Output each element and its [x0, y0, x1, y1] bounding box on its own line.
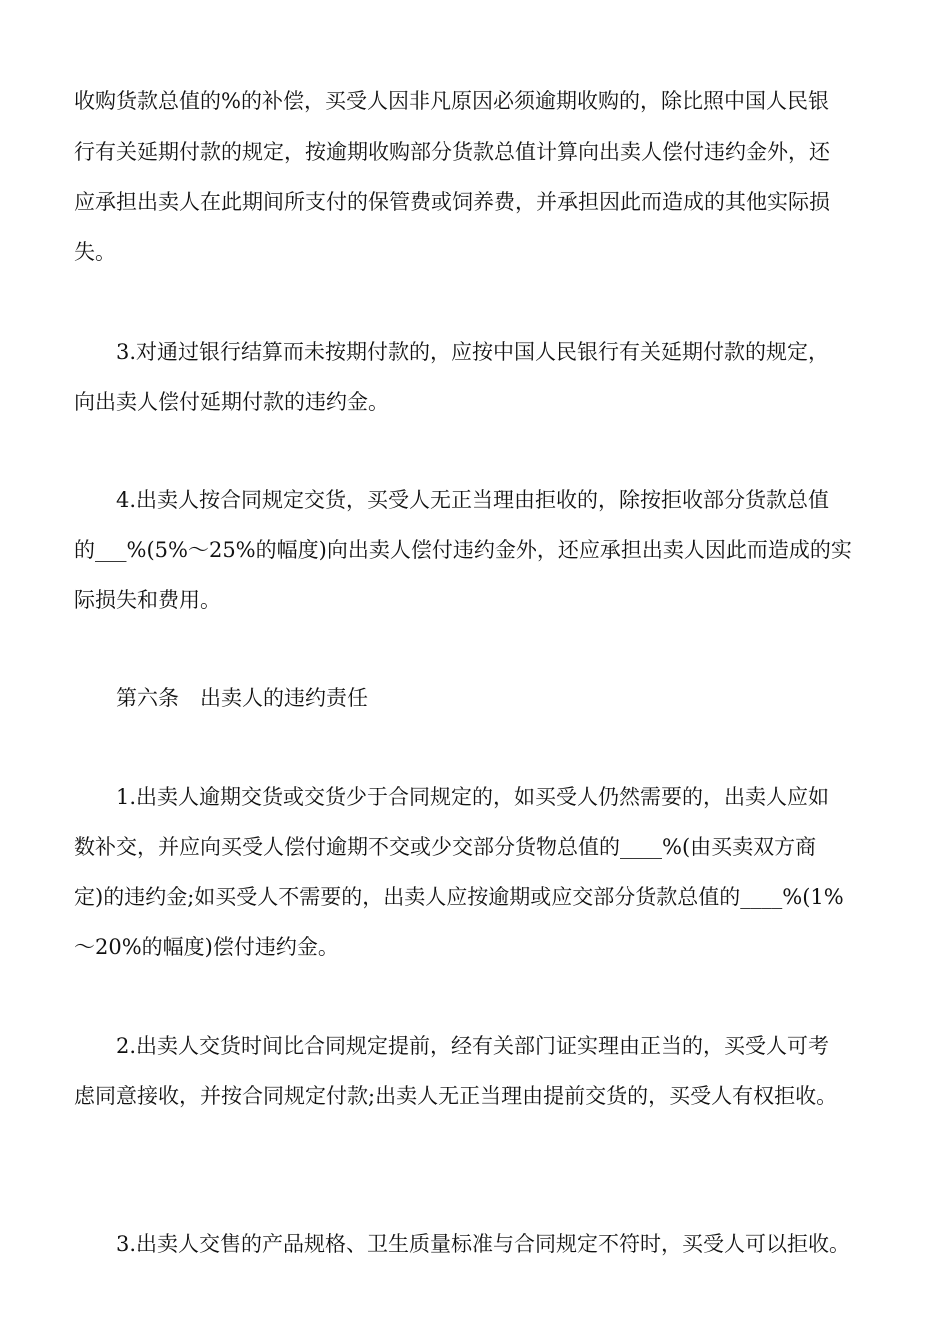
paragraph-line: 应承担出卖人在此期间所支付的保管费或饲养费，并承担因此而造成的其他实际损 — [74, 190, 830, 214]
section-heading: 第六条 出卖人的违约责任 — [116, 686, 368, 710]
paragraph-line: 虑同意接收，并按合同规定付款;出卖人无正当理由提前交货的，买受人有权拒收。 — [74, 1084, 838, 1108]
paragraph-line: 的___%(5%～25%的幅度)向出卖人偿付违约金外，还应承担出卖人因此而造成的实 — [74, 538, 852, 562]
paragraph-line: 3.出卖人交售的产品规格、卫生质量标准与合同规定不符时，买受人可以拒收。 — [116, 1232, 851, 1256]
paragraph-line: 失。 — [74, 240, 116, 264]
paragraph-line: 数补交，并应向买受人偿付逾期不交或少交部分货物总值的____%(由买卖双方商 — [74, 835, 817, 859]
paragraph-line: 4.出卖人按合同规定交货，买受人无正当理由拒收的，除按拒收部分货款总值 — [116, 488, 830, 512]
paragraph-line: 1.出卖人逾期交货或交货少于合同规定的，如买受人仍然需要的，出卖人应如 — [116, 785, 830, 809]
paragraph-line: 3.对通过银行结算而未按期付款的，应按中国人民银行有关延期付款的规定， — [116, 340, 830, 364]
paragraph-line: 2.出卖人交货时间比合同规定提前，经有关部门证实理由正当的，买受人可考 — [116, 1034, 830, 1058]
paragraph-line: 收购货款总值的%的补偿，买受人因非凡原因必须逾期收购的，除比照中国人民银 — [74, 89, 829, 113]
paragraph-line: ～20%的幅度)偿付违约金。 — [74, 935, 339, 959]
paragraph-line: 定)的违约金;如买受人不需要的，出卖人应按逾期或应交部分货款总值的____%(1% — [74, 885, 844, 909]
paragraph-line: 际损失和费用。 — [74, 588, 221, 612]
paragraph-line: 向出卖人偿付延期付款的违约金。 — [74, 390, 389, 414]
paragraph-line: 行有关延期付款的规定，按逾期收购部分货款总值计算向出卖人偿付违约金外，还 — [74, 140, 830, 164]
